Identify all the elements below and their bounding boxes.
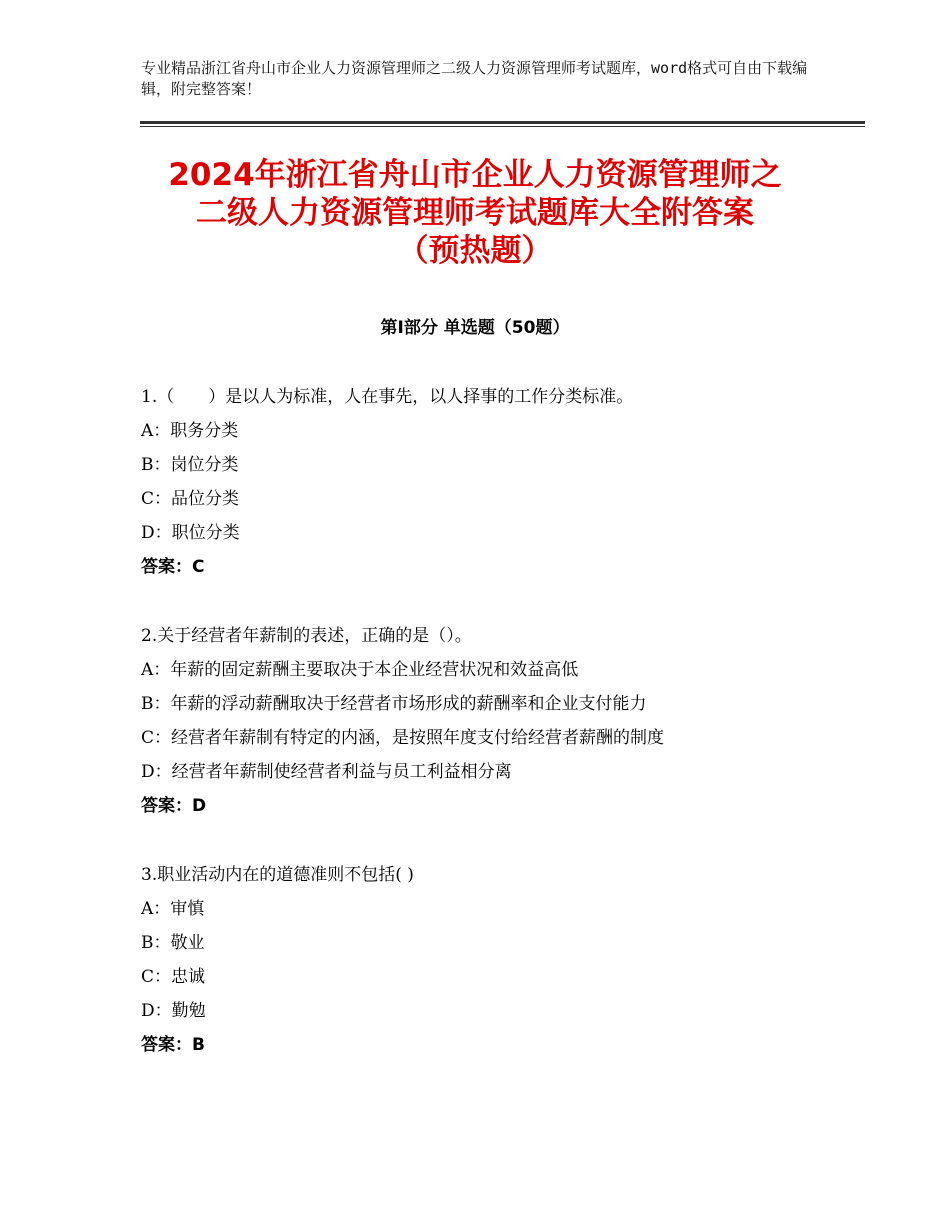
option-a: A：职务分类 bbox=[141, 421, 239, 441]
option-c: C：忠诚 bbox=[141, 967, 206, 987]
header-rule-thin bbox=[140, 126, 865, 127]
option-a: A：审慎 bbox=[141, 899, 205, 919]
question-stem: 3.职业活动内在的道德准则不包括( ) bbox=[141, 865, 414, 885]
question-stem: 2.关于经营者年薪制的表述，正确的是（）。 bbox=[141, 626, 472, 646]
section-title: 第Ⅰ部分 单选题（50题） bbox=[380, 318, 570, 338]
answer-line: 答案：C bbox=[141, 557, 205, 577]
answer-line: 答案：D bbox=[141, 796, 207, 816]
header-rule-thick bbox=[140, 121, 865, 124]
option-d: D：勤勉 bbox=[141, 1001, 206, 1021]
document-title bbox=[100, 156, 850, 270]
header-note: 专业精品浙江省舟山市企业人力资源管理师之二级人力资源管理师考试题库，word格式可自由下载编辑，附完整答案！ bbox=[141, 59, 808, 98]
question-2 bbox=[141, 619, 841, 823]
question-1 bbox=[141, 380, 841, 584]
option-c: C：经营者年薪制有特定的内涵，是按照年度支付给经营者薪酬的制度 bbox=[141, 728, 665, 748]
option-d: D：经营者年薪制使经营者利益与员工利益相分离 bbox=[141, 762, 512, 782]
answer-line: 答案：B bbox=[141, 1035, 205, 1055]
option-a: A：年薪的固定薪酬主要取决于本企业经营状况和效益高低 bbox=[141, 660, 579, 680]
option-b: B：敬业 bbox=[141, 933, 205, 953]
title-line-1: 2024年浙江省舟山市企业人力资源管理师之 bbox=[168, 157, 782, 193]
title-line-3: （预热题） bbox=[397, 233, 553, 269]
question-3 bbox=[141, 858, 841, 1062]
title-line-2: 二级人力资源管理师考试题库大全附答案 bbox=[196, 195, 754, 231]
option-b: B：年薪的浮动薪酬取决于经营者市场形成的薪酬率和企业支付能力 bbox=[141, 694, 647, 714]
option-b: B：岗位分类 bbox=[141, 455, 239, 475]
question-stem: 1.（ ）是以人为标准，人在事先，以人择事的工作分类标准。 bbox=[141, 387, 634, 407]
option-d: D：职位分类 bbox=[141, 523, 240, 543]
option-c: C：品位分类 bbox=[141, 489, 240, 509]
